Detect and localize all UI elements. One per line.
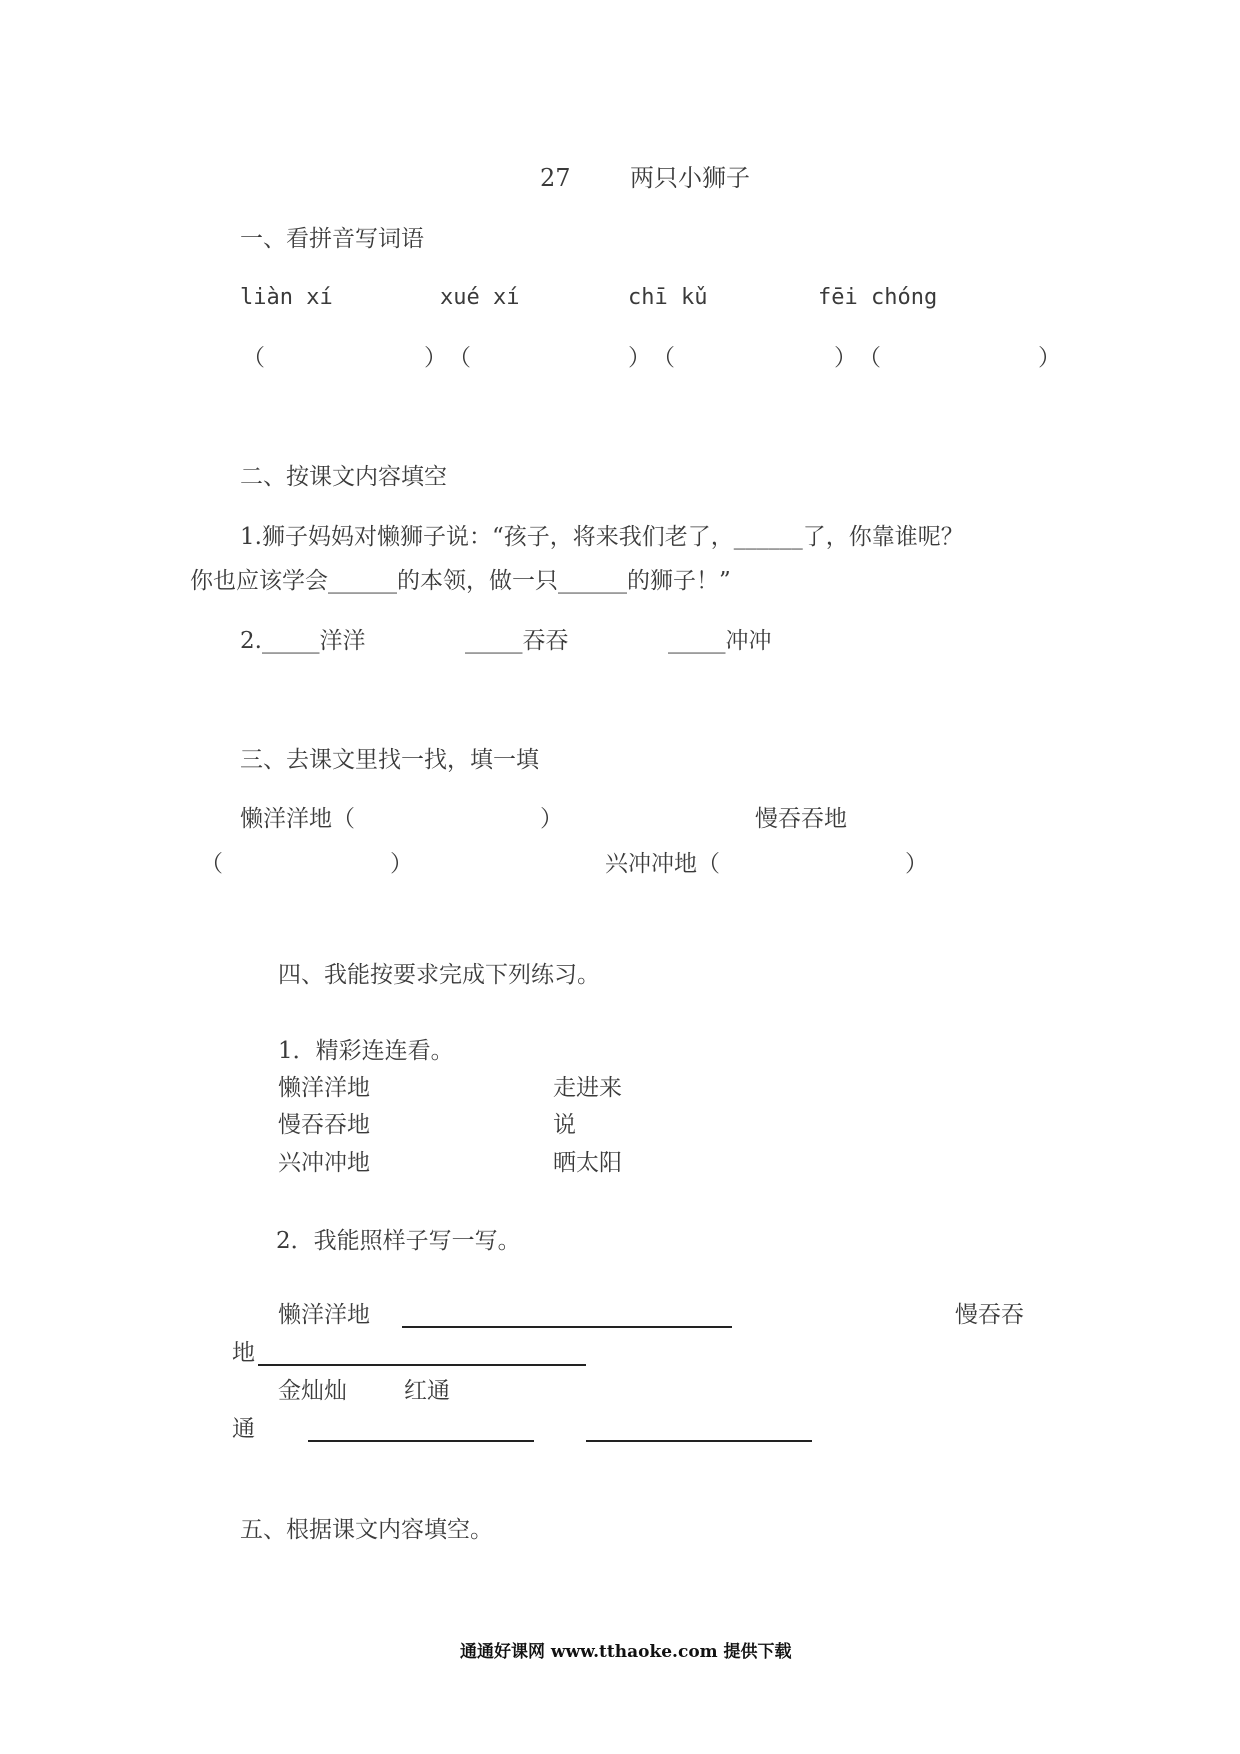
answer-line-2 xyxy=(258,1364,586,1366)
answer-line-3 xyxy=(308,1440,534,1442)
match-right-2: 说 xyxy=(553,1112,576,1138)
fill-item-2-open: （ xyxy=(200,851,223,877)
answer-paren-open-1: （ xyxy=(242,345,265,371)
pinyin-3: chī kǔ xyxy=(628,285,708,310)
q1-line1: 1.狮子妈妈对懒狮子说：“孩子，将来我们老了，______了，你靠谁呢？ xyxy=(240,524,964,550)
pinyin-4: fēi chóng xyxy=(818,285,938,310)
title-number: 27 xyxy=(540,164,571,192)
pinyin-2: xué xí xyxy=(440,285,520,310)
example-2-end: 地 xyxy=(232,1340,255,1366)
answer-paren-open-3: （ xyxy=(652,345,675,371)
q2-item-1: 2._____洋洋 xyxy=(240,628,366,654)
section-3-heading: 三、去课文里找一找，填一填 xyxy=(240,747,539,773)
match-right-3: 晒太阳 xyxy=(553,1150,622,1176)
fill-item-1: 懒洋洋地（ xyxy=(240,806,355,832)
section-4-heading: 四、我能按要求完成下列练习。 xyxy=(278,962,600,988)
page-title: 两只小狮子 xyxy=(630,164,750,192)
example-4: 红通 xyxy=(404,1378,450,1404)
example-1: 懒洋洋地 xyxy=(278,1302,370,1328)
fill-item-3: 兴冲冲地（ xyxy=(605,851,720,877)
section-2-heading: 二、按课文内容填空 xyxy=(240,464,447,490)
answer-line-1 xyxy=(402,1326,732,1328)
answer-paren-open-4: （ xyxy=(858,345,881,371)
q2-item-3: _____冲冲 xyxy=(668,628,772,654)
answer-line-4 xyxy=(586,1440,812,1442)
match-right-1: 走进来 xyxy=(553,1075,622,1101)
answer-paren-open-2: （ xyxy=(448,345,471,371)
fill-item-2: 慢吞吞地 xyxy=(755,806,847,832)
section-5-heading: 五、根据课文内容填空。 xyxy=(240,1517,493,1543)
fill-item-1-close: ） xyxy=(540,806,563,832)
answer-paren-close-3: ） xyxy=(834,345,857,371)
q1-line2: 你也应该学会______的本领，做一只______的狮子！” xyxy=(190,568,731,594)
section-1-heading: 一、看拼音写词语 xyxy=(240,226,424,252)
example-2: 慢吞吞 xyxy=(955,1302,1024,1328)
fill-item-3-close: ） xyxy=(905,851,928,877)
answer-paren-close-1: ） xyxy=(424,345,447,371)
write-title: 2．我能照样子写一写。 xyxy=(276,1228,521,1254)
example-3: 金灿灿 xyxy=(278,1378,347,1404)
match-left-1: 懒洋洋地 xyxy=(278,1075,370,1101)
q2-item-2: _____吞吞 xyxy=(465,628,569,654)
fill-item-2-close: ） xyxy=(390,851,413,877)
match-left-3: 兴冲冲地 xyxy=(278,1150,370,1176)
match-title: 1．精彩连连看。 xyxy=(278,1038,454,1064)
footer: 通通好课网 www.tthaoke.com 提供下载 xyxy=(460,1642,792,1662)
match-left-2: 慢吞吞地 xyxy=(278,1112,370,1138)
answer-paren-close-2: ） xyxy=(628,345,651,371)
example-4-end: 通 xyxy=(232,1416,255,1442)
answer-paren-close-4: ） xyxy=(1038,345,1061,371)
pinyin-1: liàn xí xyxy=(240,285,333,310)
